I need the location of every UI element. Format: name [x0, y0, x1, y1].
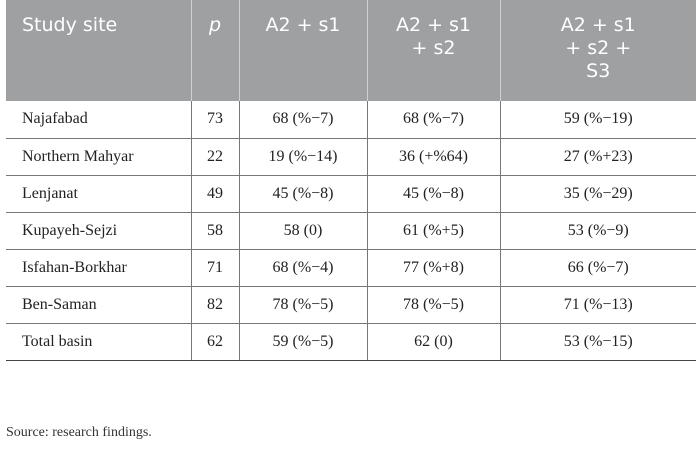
header-a2-s1-s2: A2 + s1 + s2: [367, 0, 500, 101]
table-row: [6, 138, 696, 175]
source-note: Source: research findings.: [6, 425, 152, 440]
cell-a2-s1: 19 (%−14): [239, 138, 367, 175]
cell-study-site: Kupayeh-Sejzi: [6, 212, 191, 249]
cell-p: 73: [191, 101, 239, 138]
header-row: [6, 0, 696, 101]
cell-p: 71: [191, 249, 239, 286]
table-row: [6, 249, 696, 286]
cell-a2-s1-s2: 62 (0): [367, 323, 500, 360]
table-row: [6, 286, 696, 323]
cell-p: 62: [191, 323, 239, 360]
cell-a2-s1: 59 (%−5): [239, 323, 367, 360]
cell-a2-s1-s2-s3: 53 (%−9): [500, 212, 696, 249]
cell-p: 58: [191, 212, 239, 249]
cell-study-site: Northern Mahyar: [6, 138, 191, 175]
cell-study-site: Total basin: [6, 323, 191, 360]
results-table: [6, 0, 696, 361]
cell-a2-s1-s2-s3: 71 (%−13): [500, 286, 696, 323]
cell-a2-s1: 78 (%−5): [239, 286, 367, 323]
cell-p: 82: [191, 286, 239, 323]
cell-study-site: Ben-Saman: [6, 286, 191, 323]
cell-a2-s1-s2: 68 (%−7): [367, 101, 500, 138]
cell-a2-s1-s2-s3: 66 (%−7): [500, 249, 696, 286]
header-p: p: [191, 0, 239, 101]
table-row: [6, 101, 696, 138]
cell-a2-s1-s2-s3: 35 (%−29): [500, 175, 696, 212]
cell-a2-s1-s2: 61 (%+5): [367, 212, 500, 249]
cell-a2-s1: 45 (%−8): [239, 175, 367, 212]
table-row: [6, 212, 696, 249]
cell-a2-s1-s2-s3: 53 (%−15): [500, 323, 696, 360]
cell-study-site: Najafabad: [6, 101, 191, 138]
cell-a2-s1: 68 (%−7): [239, 101, 367, 138]
header-a2-s1-s2-s3: A2 + s1 + s2 + S3: [500, 0, 696, 101]
cell-a2-s1-s2: 45 (%−8): [367, 175, 500, 212]
cell-a2-s1-s2-s3: 59 (%−19): [500, 101, 696, 138]
header-a2-s1: A2 + s1: [239, 0, 367, 101]
header-study-site: Study site: [6, 0, 191, 101]
cell-study-site: Isfahan-Borkhar: [6, 249, 191, 286]
cell-a2-s1-s2-s3: 27 (%+23): [500, 138, 696, 175]
table-row-total: [6, 323, 696, 360]
cell-a2-s1-s2: 36 (+%64): [367, 138, 500, 175]
cell-study-site: Lenjanat: [6, 175, 191, 212]
cell-p: 22: [191, 138, 239, 175]
cell-a2-s1: 68 (%−4): [239, 249, 367, 286]
cell-p: 49: [191, 175, 239, 212]
cell-a2-s1-s2: 78 (%−5): [367, 286, 500, 323]
table-row: [6, 175, 696, 212]
cell-a2-s1: 58 (0): [239, 212, 367, 249]
cell-a2-s1-s2: 77 (%+8): [367, 249, 500, 286]
